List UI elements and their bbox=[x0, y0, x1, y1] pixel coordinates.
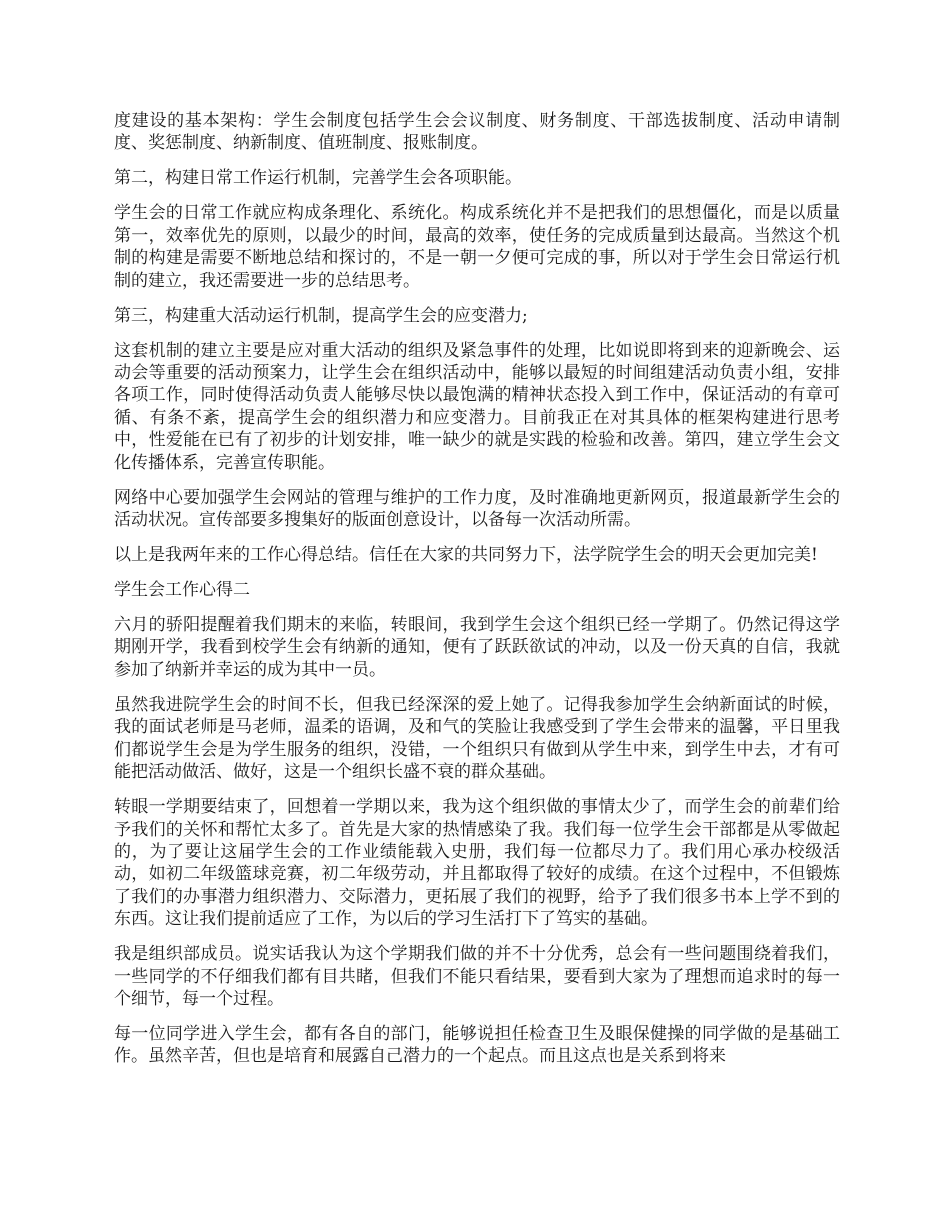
paragraph-institution-system: 度建设的基本架构：学生会制度包括学生会会议制度、财务制度、干部选拔制度、活动申请制度、奖惩制度、纳新制度、值班制度、报账制度。 bbox=[114, 111, 840, 154]
paragraph-semester-end: 转眼一学期要结束了，回想着一学期以来，我为这个组织做的事情太少了，而学生会的前辈们给予我们的关怀和帮忙太多了。首先是大家的热情感染了我。我们每一位学生会干部都是从零做起的，为了要让这届学生会的工作业绩能载入史册，我们每一位都尽力了。我们用心承办校级活动，如初二年级篮球竞赛，初二年级劳动，并且都取得了较好的成绩。在这个过程中，不但锻炼了我们的办事潜力组织潜力、交际潜力，更拓展了我们的视野，给予了我们很多书本上学不到的东西。这让我们提前适应了工作，为以后的学习生活打下了笃实的基础。 bbox=[114, 797, 840, 930]
paragraph-summary: 以上是我两年来的工作心得总结。信任在大家的共同努力下，法学院学生会的明天会更加完美! bbox=[114, 545, 818, 566]
document-body bbox=[114, 110, 840, 1080]
paragraph-organization-dept: 我是组织部成员。说实话我认为这个学期我们做的并不十分优秀，总会有一些问题围绕着我们，一些同学的不仔细我们都有目共睹，但我们不能只看结果，要看到大家为了理想而追求时的每一个细节，每一个过程。 bbox=[114, 944, 840, 1009]
paragraph-network-center: 网络中心要加强学生会网站的管理与维护的工作力度，及时准确地更新网页，报道最新学生会的活动状况。宣传部要多搜集好的版面创意设计，以备每一次活动所需。 bbox=[114, 487, 840, 531]
paragraph-joining: 虽然我进院学生会的时间不长，但我已经深深的爱上她了。记得我参加学生会纳新面试的时候，我的面试老师是马老师，温柔的语调，及和气的笑脸让我感受到了学生会带来的温馨，平日里我们都说学生会是为学生服务的组织，没错，一个组织只有做到从学生中来，到学生中去，才有可能把活动做活、做好，这是一个组织长盛不衰的群众基础。 bbox=[114, 694, 840, 783]
paragraph-daily-work: 学生会的日常工作就应构成条理化、系统化。构成系统化并不是把我们的思想僵化，而是以质量第一，效率优先的原则，以最少的时间，最高的效率，使任务的完成质量到达最高。当然这个机制的构建是需要不断地总结和探讨的，不是一朝一夕便可完成的事，所以对于学生会日常运行机制的建立，我还需要进一步的总结思考。 bbox=[114, 203, 840, 291]
section-heading-part-two: 学生会工作心得二 bbox=[114, 580, 250, 601]
paragraph-second-point-heading: 第二，构建日常工作运行机制，完善学生会各项职能。 bbox=[114, 168, 522, 189]
paragraph-major-activities: 这套机制的建立主要是应对重大活动的组织及紧急事件的处理，比如说即将到来的迎新晚会、运动会等重要的活动预案力，让学生会在组织活动中，能够以最短的时间组建活动负责小组，安排各项工作，同时使得活动负责人能够尽快以最饱满的精神状态投入到工作中，保证活动的有章可循、有条不紊，提高学生会的组织潜力和应变潜力。目前我正在对其具体的框架构建进行思考中，性爱能在已有了初步的计划安排，唯一缺少的就是实践的检验和改善。第四，建立学生会文化传播体系，完善宣传职能。 bbox=[114, 340, 840, 473]
paragraph-june: 六月的骄阳提醒着我们期末的来临，转眼间，我到学生会这个组织已经一学期了。仍然记得这学期刚开学，我看到校学生会有纳新的通知，便有了跃跃欲试的冲动，以及一份天真的自信，我就参加了纳新并幸运的成为其中一员。 bbox=[114, 615, 840, 680]
paragraph-third-point-heading: 第三，构建重大活动运行机制，提高学生会的应变潜力; bbox=[114, 305, 528, 326]
paragraph-departments: 每一位同学进入学生会，都有各自的部门，能够说担任检查卫生及眼保健操的同学做的是基础工作。虽然辛苦，但也是培育和展露自己潜力的一个起点。而且这点也是关系到将来 bbox=[114, 1023, 840, 1067]
